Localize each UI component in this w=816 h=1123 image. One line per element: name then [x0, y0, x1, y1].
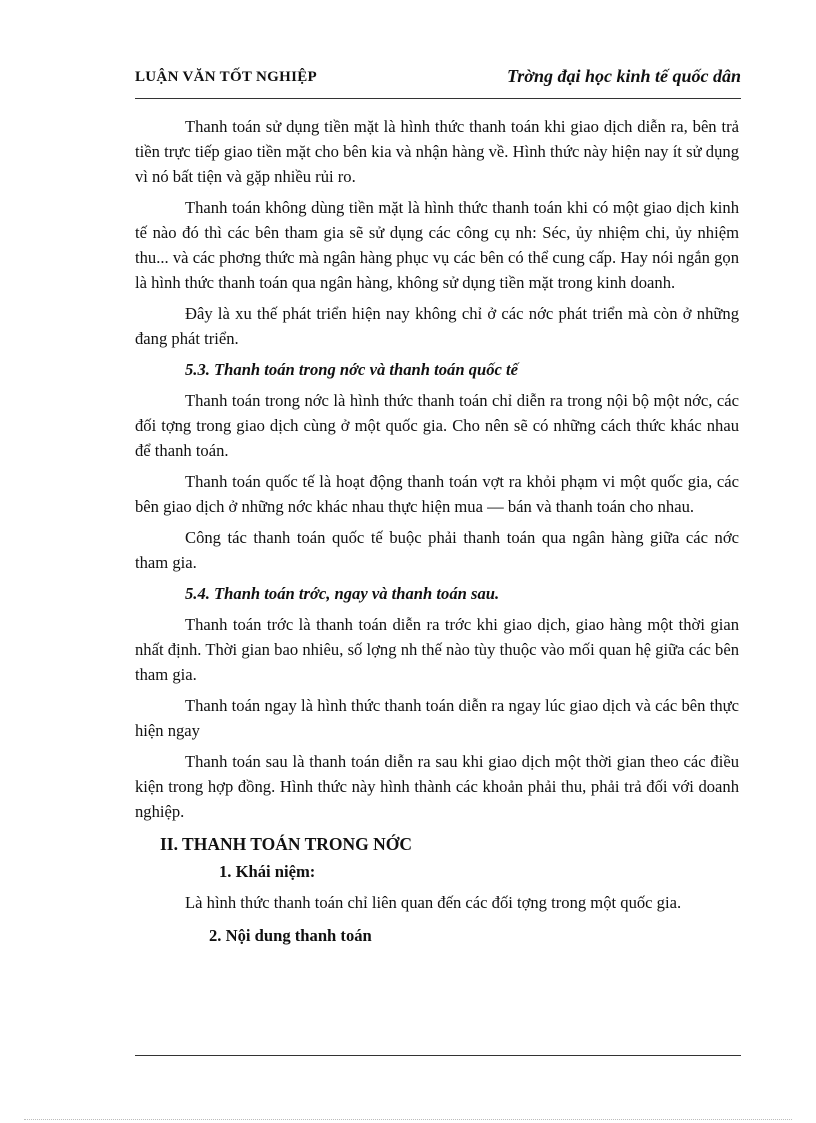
document-body	[135, 114, 739, 954]
header-university-name: Trờng đại học kinh tế quốc dân	[506, 66, 741, 86]
footer-rule	[135, 1055, 741, 1056]
page-edge-dotted-line	[24, 1119, 792, 1120]
subsection-2-heading: 2. Nội dung thanh toán	[209, 926, 372, 945]
paragraph-international-payment: Thanh toán quốc tế là hoạt động thanh toán vợt ra khỏi phạm vi một quốc gia, các bên giao dịch ở những nớc khác nhau thực hiện mua — bán và thanh toán cho nhau.	[135, 472, 739, 516]
section-ii-heading: II. THANH TOÁN TRONG NỚC	[160, 834, 413, 854]
paragraph-cash-payment: Thanh toán sử dụng tiền mặt là hình thức thanh toán khi giao dịch diễn ra, bên trả tiền trực tiếp giao tiền mặt cho bên kia và nhận hàng về. Hình thức này hiện nay ít sử dụng vì nó bất tiện và gặp nhiều rủi ro.	[135, 117, 739, 186]
paragraph-non-cash-payment: Thanh toán không dùng tiền mặt là hình thức thanh toán khi có một giao dịch kinh tế nào đó thì các bên tham gia sẽ sử dụng các công cụ nh: Séc, ủy nhiệm chi, ủy nhiệm thu... và các phơng thức mà ngân hàng phục vụ các bên có thể cung cấp. Hay nói ngắn gọn là hình thức thanh toán qua ngân hàng, không sử dụng tiền mặt trong kinh doanh.	[135, 198, 739, 292]
section-5-3-heading: 5.3. Thanh toán trong nớc và thanh toán quốc tế	[185, 360, 519, 379]
paragraph-prepayment: Thanh toán trớc là thanh toán diễn ra trớc khi giao dịch, giao hàng một thời gian nhất định. Thời gian bao nhiêu, số lợng nh thế nào tùy thuộc vào mối quan hệ giữa các bên tham gia.	[135, 615, 739, 684]
paragraph-definition: Là hình thức thanh toán chỉ liên quan đến các đối tợng trong một quốc gia.	[185, 893, 682, 912]
page-header	[135, 62, 741, 99]
paragraph-international-via-bank: Công tác thanh toán quốc tế buộc phải thanh toán qua ngân hàng giữa các nớc tham gia.	[135, 528, 739, 572]
paragraph-deferred-payment: Thanh toán sau là thanh toán diễn ra sau khi giao dịch một thời gian theo các điều kiện trong hợp đồng. Hình thức này hình thành các khoản phải thu, phải trả đối với doanh nghiệp.	[135, 752, 739, 821]
section-5-4-heading: 5.4. Thanh toán trớc, ngay và thanh toán sau.	[185, 584, 500, 603]
header-thesis-title: LUẬN VĂN TỐT NGHIỆP	[135, 69, 317, 85]
paragraph-immediate-payment: Thanh toán ngay là hình thức thanh toán diễn ra ngay lúc giao dịch và các bên thực hiện ngay	[135, 696, 739, 740]
paragraph-trend: Đây là xu thế phát triển hiện nay không chỉ ở các nớc phát triển mà còn ở những đang phát triển.	[135, 304, 739, 348]
subsection-1-heading: 1. Khái niệm:	[219, 862, 316, 881]
paragraph-domestic-payment: Thanh toán trong nớc là hình thức thanh toán chỉ diễn ra trong nội bộ một nớc, các đối tợng trong giao dịch cùng ở một quốc gia. Cho nên sẽ có những cách thức khác nhau để thanh toán.	[135, 391, 739, 460]
